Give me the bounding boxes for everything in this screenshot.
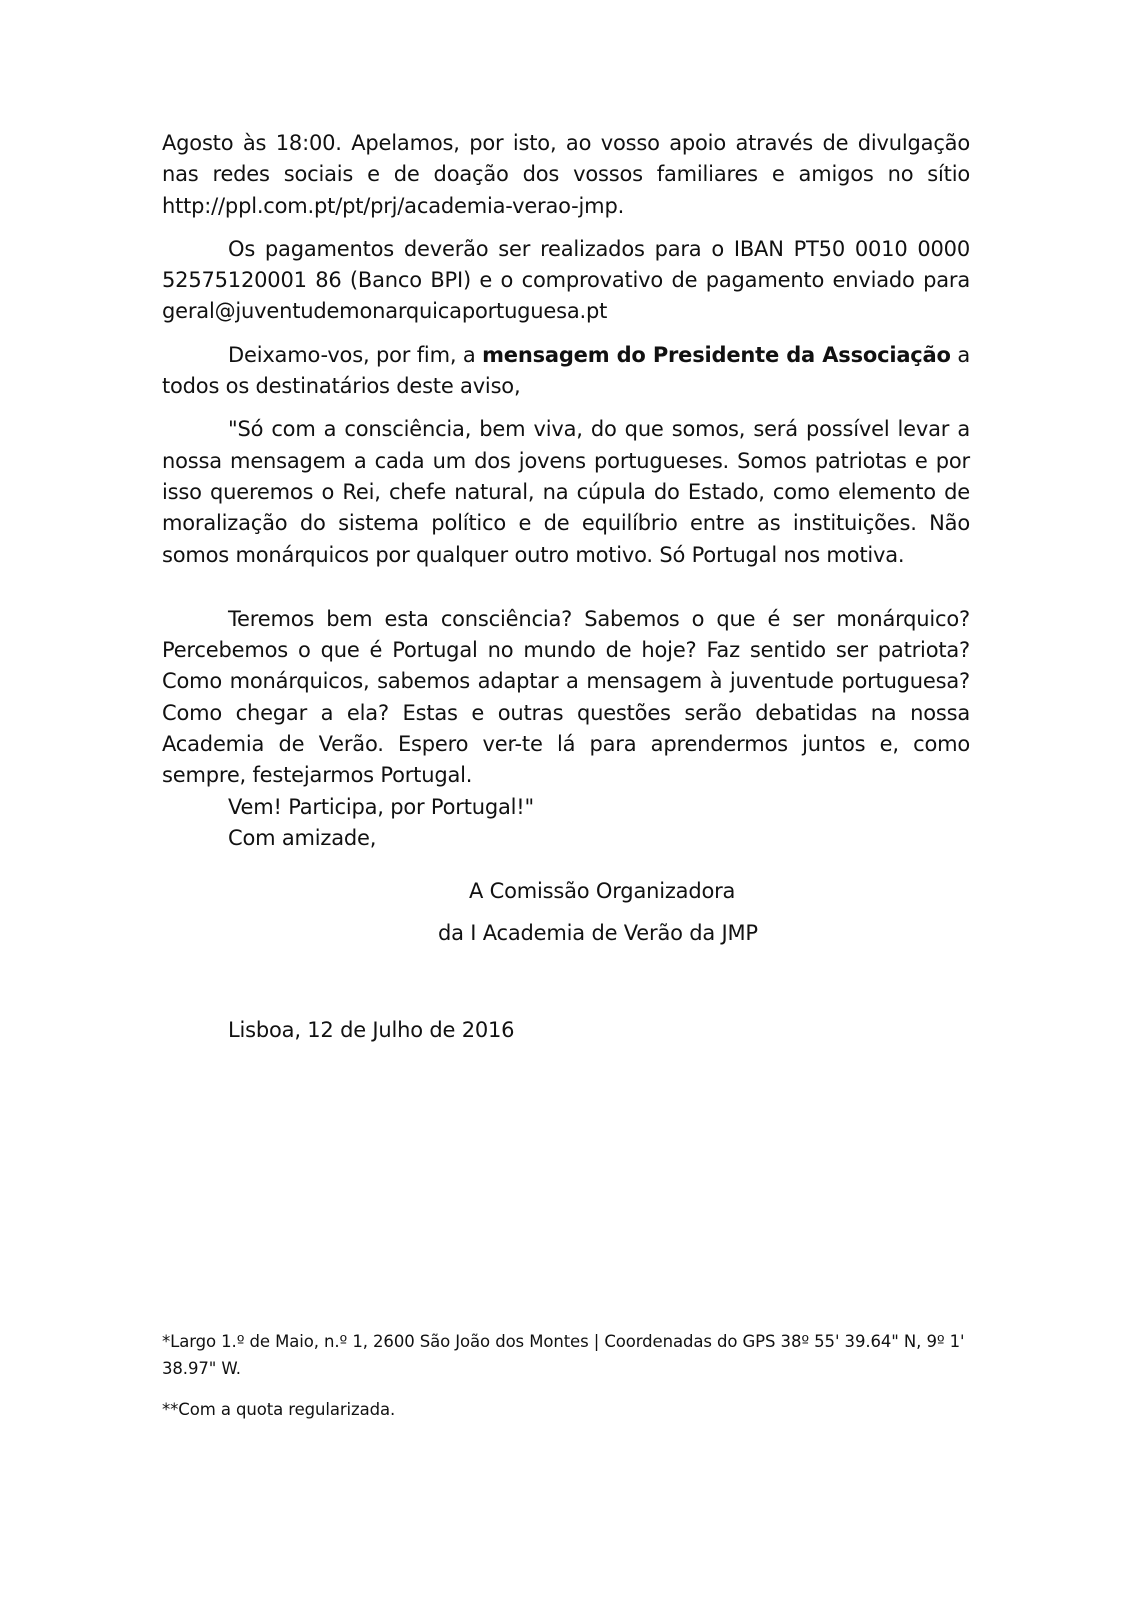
paragraph-donation-text: Agosto às 18:00. Apelamos, por isto, ao vosso apoio através de divulgação nas redes sociais e de doação dos vossos familiares e amigos no sítio: [162, 131, 970, 187]
paragraph-quote-end: Vem! Participa, por Portugal!": [228, 794, 534, 819]
footnotes: [162, 1328, 970, 1423]
closing-salutation: Com amizade,: [228, 825, 377, 850]
intro-text-after: a todos os destinatários deste aviso,: [162, 342, 970, 399]
president-message-bold: mensagem do Presidente da Associação: [482, 342, 951, 367]
signature-line-1: A Comissão Organizadora: [469, 879, 736, 904]
letter-date: Lisboa, 12 de Julho de 2016: [228, 1017, 515, 1042]
paragraph-president-intro: [162, 340, 970, 403]
paragraph-quote-2: Teremos bem esta consciência? Sabemos o que é ser monárquico? Percebemos o que é Portugal no mundo de hoje? Faz sentido ser patriota? Como monárquicos, sabemos adaptar a mensagem à juventude portuguesa? Como chegar a ela? Estas e outras questões serão debatidas na nossa Academia de Verão. Espero ver-te lá para aprendermos juntos e, como sempre, festejarmos Portugal.: [162, 606, 970, 788]
footnote-address: *Largo 1.º de Maio, n.º 1, 2600 São João dos Montes | Coordenadas do GPS 38º 55' 39.64" N, 9º 1' 38.97" W.: [162, 1332, 965, 1378]
paragraph-donation: [162, 128, 970, 222]
paragraph-payment: Os pagamentos deverão ser realizados para o IBAN PT50 0010 0000 52575120001 86 (Banco BPI) e o comprovativo de pagamento enviado para geral@juventudemonarquicaportuguesa.pt: [162, 236, 970, 324]
signature-line-2: da I Academia de Verão da JMP: [438, 920, 758, 945]
letter-body: [162, 128, 970, 1046]
footnote-quota: **Com a quota regularizada.: [162, 1400, 396, 1419]
paragraph-quote-1: "Só com a consciência, bem viva, do que somos, será possível levar a nossa mensagem a cada um dos jovens portugueses. Somos patriotas e por isso queremos o Rei, chefe natural, na cúpula do Estado, como elemento de moralização do sistema político e de equilíbrio entre as instituições. Não somos monárquicos por qualquer outro motivo. Só Portugal nos motiva.: [162, 417, 970, 567]
donation-link[interactable]: http://ppl.com.pt/pt/prj/academia-verao-jmp.: [162, 193, 625, 218]
intro-text-before: Deixamo-vos, por fim, a: [228, 342, 483, 367]
